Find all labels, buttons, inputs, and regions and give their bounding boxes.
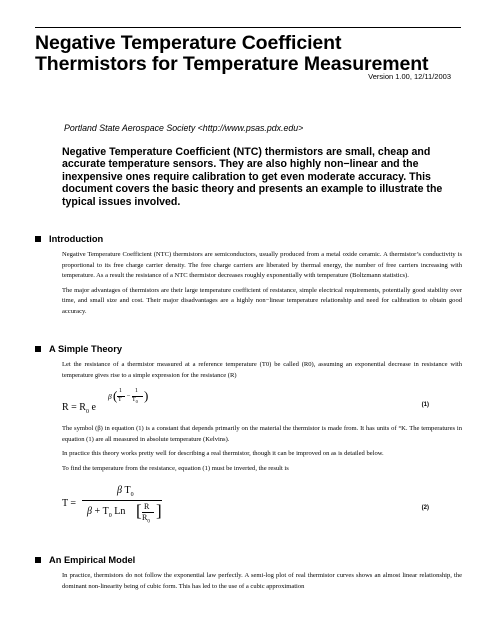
section-heading-introduction <box>35 234 103 244</box>
simple-theory-body <box>62 424 462 478</box>
paragraph: Negative Temperature Coefficient (NTC) thermistors are semiconductors, usually produced from a metal oxide ceramic. A thermistor’s conductivity is proportional to its free charge carrier density. The free charge carriers are liberated by thermal energy, the number of free carriers increasing with temperature. As a result the resistance of a NTC thermistor decreases roughly exponentially with temperature (Boltzmann statistics). <box>62 251 462 280</box>
paragraph: To find the temperature from the resistance, equation (1) must be inverted, the result is <box>62 464 289 472</box>
document-title <box>35 33 465 75</box>
bullet-square-icon <box>35 346 41 352</box>
paragraph: The symbol (β) in equation (1) is a constant that depends primarily on the material the thermistor is made from. It has units of °K. The temperatures in equation (1) are all measured in absolute temperature (Kelvins). <box>62 425 462 443</box>
simple-theory-intro: Let the resistance of a thermistor measured at a reference temperature (T0) be called (R0), assuming an exponential decrease in resistance with temperature gives rise to a simple expression for the resistance (R) <box>62 361 462 379</box>
abstract: Negative Temperature Coefficient (NTC) thermistors are small, cheap and accurate temperature sensors. They are also highly non−linear and the inexpensive ones require calibration to get even moderate accuracy. This document covers the basic theory and presents an example to illustrate the typical issues involved. <box>62 146 443 208</box>
bullet-square-icon <box>35 236 41 242</box>
section-title: An Empirical Model <box>49 555 136 565</box>
bullet-square-icon <box>35 557 41 563</box>
version-date: Version 1.00, 12/11/2003 <box>368 72 451 81</box>
organization-line: Portland State Aerospace Society <http://www.psas.pdx.edu> <box>64 123 304 133</box>
empirical-model-body: In practice, thermistors do not follow the exponential law perfectly. A semi-log plot of real thermistor curves shows an almost linear relationship, the dominant non-linearity being of cubic form. This has led to the use of a cubic approximation <box>62 572 462 590</box>
top-rule <box>35 27 461 28</box>
equation-2: T = β $T_0$ $\beta + T_0$ Ln [ R $R_0$ ] <box>62 485 162 525</box>
section-title: Introduction <box>49 234 104 244</box>
equation-1-number: (1) <box>421 402 429 408</box>
equation-1: $R = R_0$ e β ( 1 T – 1 $T_0$ ) <box>62 388 149 415</box>
section-heading-simple-theory <box>35 344 122 354</box>
title-line-1: Negative Temperature Coefficient <box>35 32 342 54</box>
equation-2-number: (2) <box>421 505 429 511</box>
paragraph: The major advantages of thermistors are their large temperature coefficient of resistance, simple electrical requirements, potentially good stability over time, and small size and cost. Their major disadvantages are a highly non−linear temperature relationship and need for calibration to obtain good accuracy. <box>62 286 462 315</box>
section-heading-empirical-model <box>35 555 135 565</box>
title-line-2: Thermistors for Temperature Measurement <box>35 53 429 75</box>
introduction-body <box>62 250 462 322</box>
paragraph: In practice this theory works pretty well for describing a real thermistor, though it can be improved on as is detailed below. <box>62 450 384 458</box>
section-title: A Simple Theory <box>49 344 123 354</box>
